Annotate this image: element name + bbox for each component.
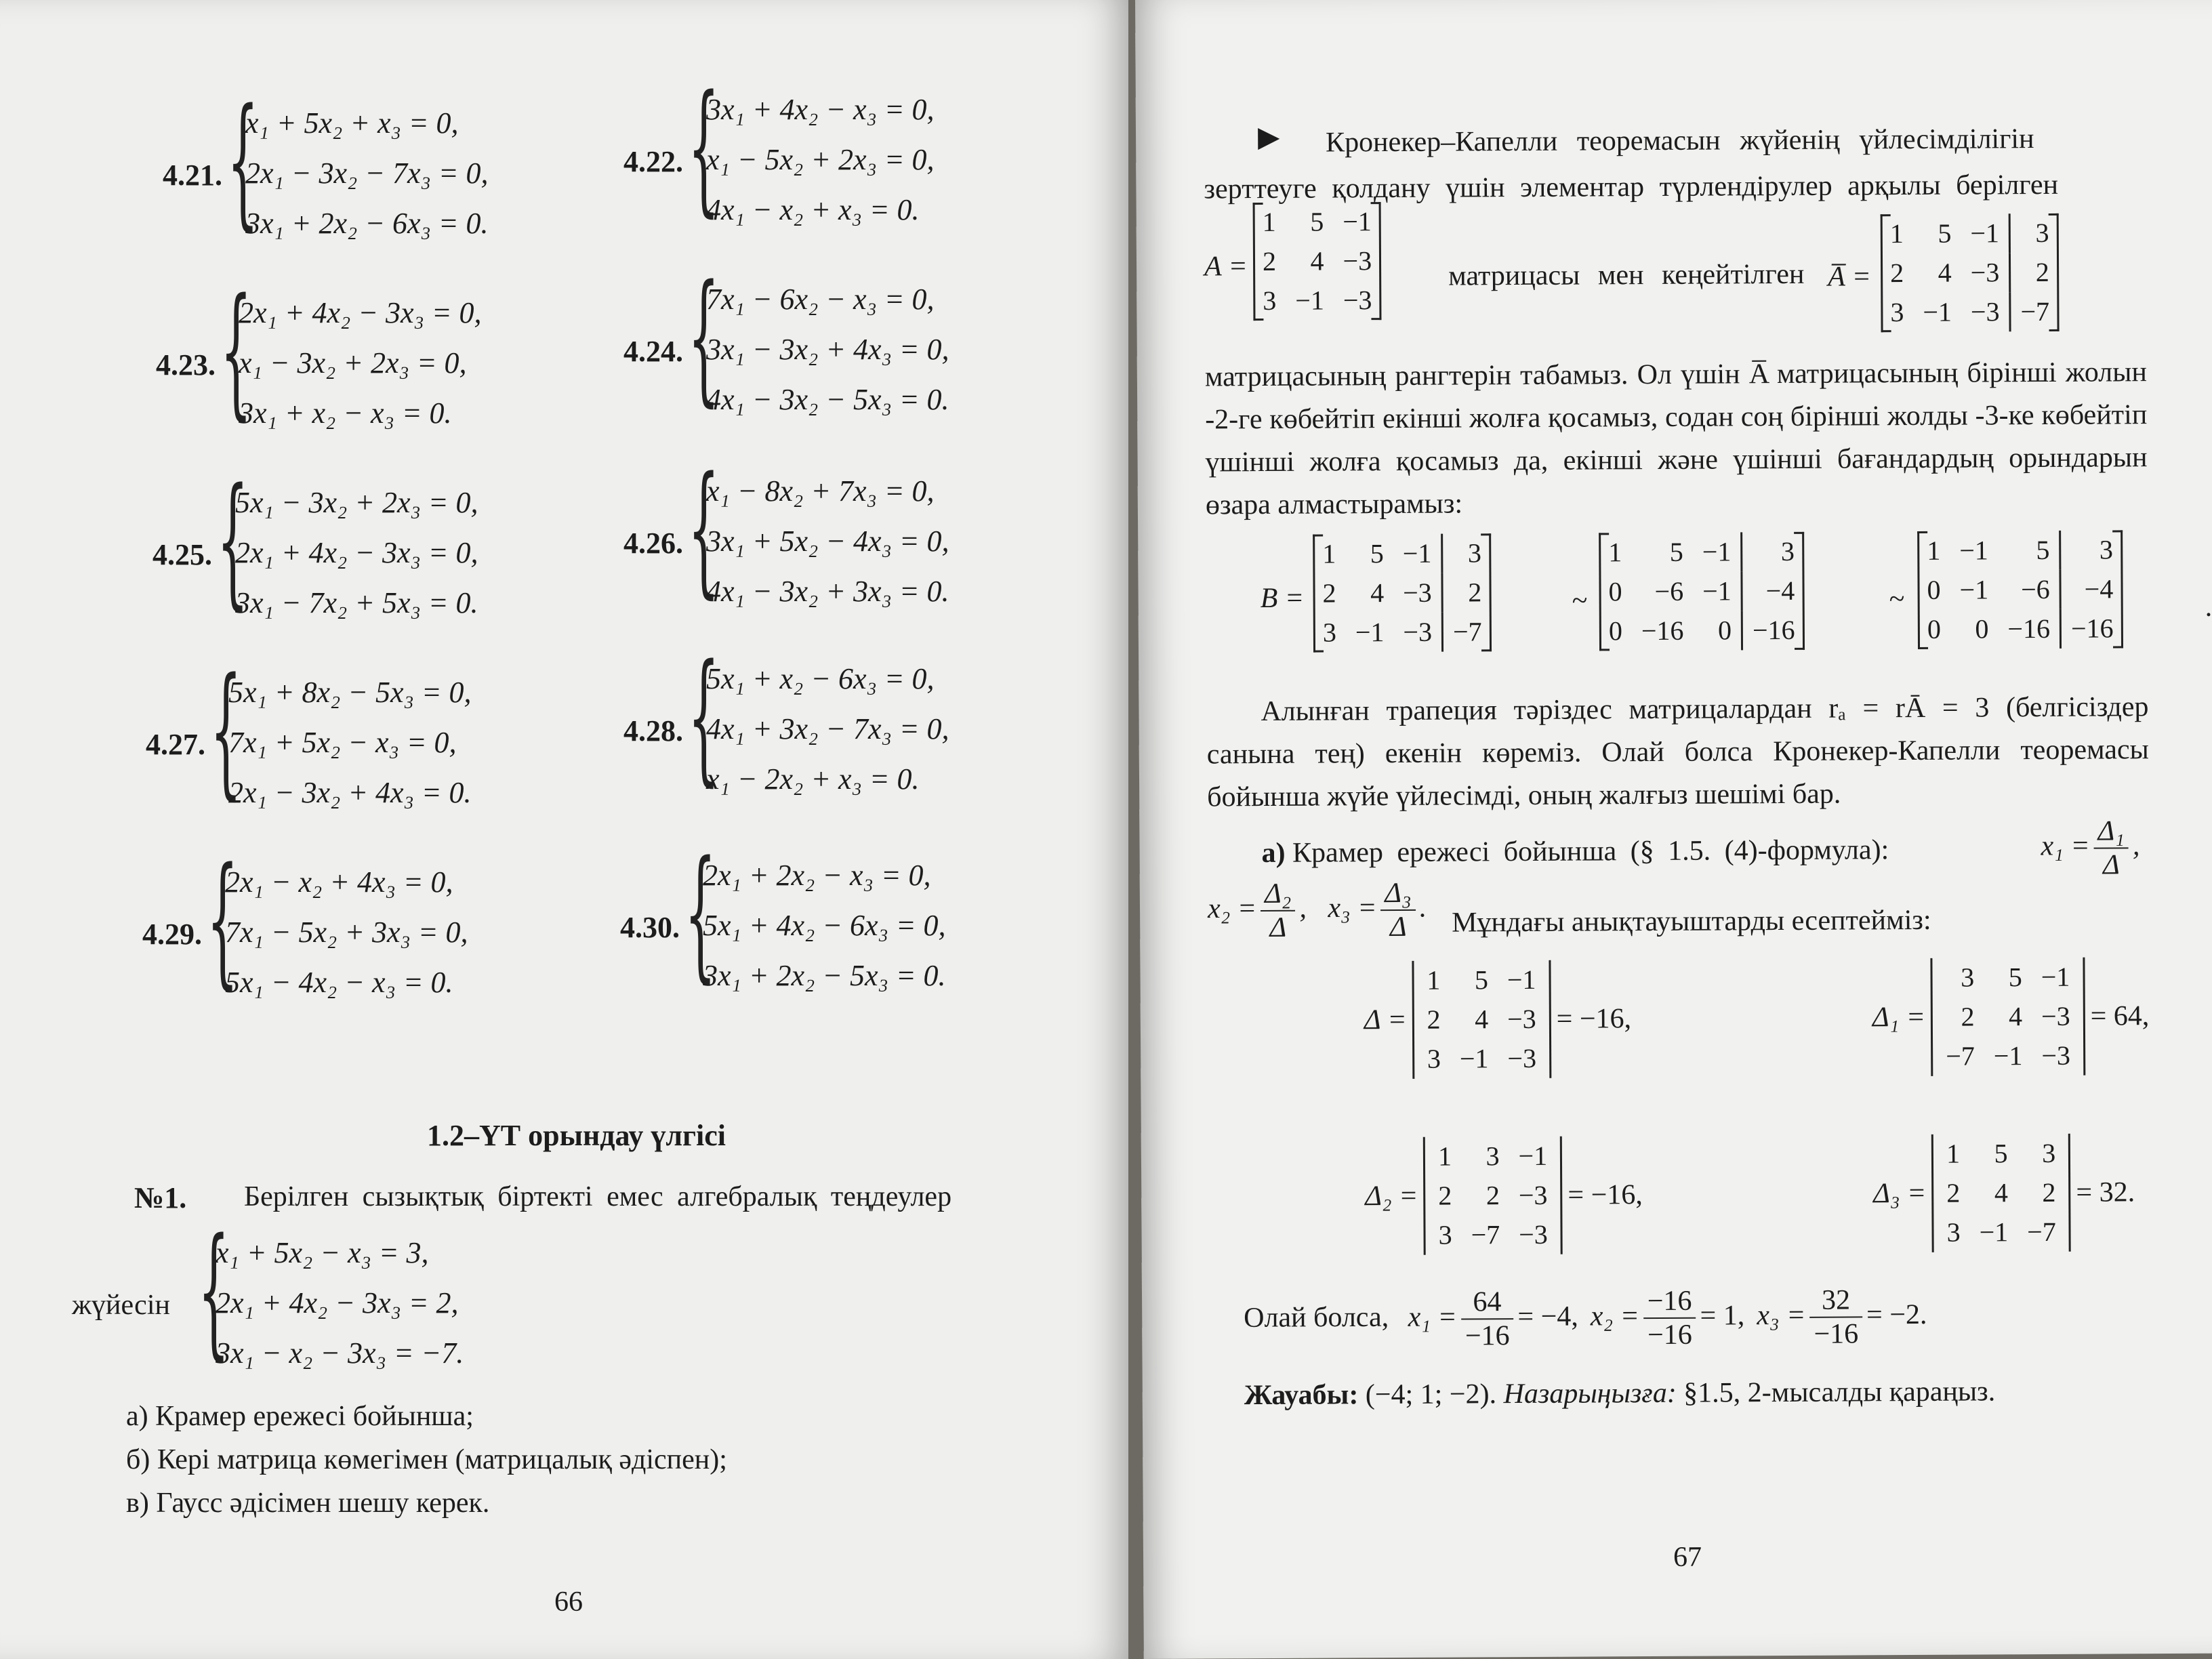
matrix-cell: −1 bbox=[1343, 206, 1372, 237]
matrix-cell: −3 bbox=[1343, 285, 1372, 316]
equation: 3x₁ − 3x₂ + 4x₃ = 0, bbox=[706, 333, 949, 366]
matrix-b-step1 bbox=[1313, 533, 1492, 663]
matrix-cell: 2 bbox=[1438, 1180, 1452, 1211]
problem-brace: { bbox=[198, 1208, 230, 1374]
matrix-cell: −16 bbox=[1742, 611, 1804, 650]
matrix-cell: 0 bbox=[1608, 615, 1623, 647]
exercise-label: 4.24. bbox=[623, 335, 683, 368]
matrix-cell: 3 bbox=[2042, 1137, 2056, 1169]
matrix-cell: 3 bbox=[2060, 530, 2123, 569]
exercise-system bbox=[706, 654, 949, 804]
equation: 3x₁ + x₂ − x₃ = 0. bbox=[239, 396, 452, 430]
equation: 7x₁ + 5x₂ − x₃ = 0, bbox=[228, 726, 457, 759]
matrix-cell: −1 bbox=[1702, 575, 1732, 607]
exercise-system bbox=[706, 466, 949, 617]
matrix-cell: −16 bbox=[2060, 609, 2123, 648]
determinant-label: Δ = bbox=[1364, 1004, 1407, 1036]
matrix-abar-label: A̅ = bbox=[1828, 261, 1872, 293]
matrix-cell: −3 bbox=[2041, 1000, 2070, 1032]
matrix-cell: 2 bbox=[2042, 1176, 2056, 1208]
matrix-cell: 0 bbox=[1927, 613, 1941, 644]
equation: x₁ − 3x₂ + 2x₃ = 0, bbox=[239, 346, 467, 380]
equation: 4x₁ + 3x₂ − 7x₃ = 0, bbox=[706, 712, 949, 745]
task-c: в) Гаусс әдісімен шешу керек. bbox=[126, 1488, 490, 1519]
matrix-cell: 5 bbox=[1994, 1138, 2008, 1169]
matrix-cell: −7 bbox=[1471, 1219, 1500, 1250]
equation: 3x₁ + 5x₂ − 4x₃ = 0, bbox=[706, 525, 949, 558]
equation: 4x₁ − x₂ + x₃ = 0. bbox=[706, 193, 920, 226]
matrix-cell: −1 bbox=[1702, 536, 1732, 567]
matrix-cell: 3 bbox=[1322, 617, 1337, 648]
equation: 3x₁ + 2x₂ − 5x₃ = 0. bbox=[703, 959, 946, 992]
matrix-cell: −3 bbox=[1970, 257, 2000, 288]
equation: 5x₁ + 4x₂ − 6x₃ = 0, bbox=[703, 909, 946, 942]
matrix-cell: 0 bbox=[1717, 615, 1732, 646]
matrix-cell: −3 bbox=[1403, 577, 1432, 608]
equation: 2x₁ − 3x₂ − 7x₃ = 0, bbox=[245, 157, 489, 190]
matrix-cell: −6 bbox=[1654, 575, 1684, 607]
matrix-cell: −1 bbox=[1518, 1140, 1548, 1172]
matrix-cell: −6 bbox=[2021, 573, 2050, 605]
matrix-cell: −1 bbox=[1295, 285, 1325, 316]
problem-system: x₁ + 5x₂ − x₃ = 3, 2x₁ + 4x₂ − 3x₃ = 2, 3x₁ − x₂ − 3x₃ = −7. bbox=[216, 1236, 464, 1370]
matrix-cell: −7 bbox=[1946, 1040, 1975, 1071]
matrix-cell: 3 bbox=[1263, 285, 1277, 316]
equation: 7x₁ − 5x₂ + 3x₃ = 0, bbox=[225, 916, 468, 949]
matrix-cell: 2 bbox=[2010, 253, 2059, 292]
equation: x₁ + 5x₂ + x₃ = 0, bbox=[245, 106, 459, 140]
result-x3: x₃ = $\frac{32}{-16}$ = −2. bbox=[1757, 1284, 1927, 1350]
matrix-cell: −1 bbox=[1959, 535, 1988, 566]
exercise-system bbox=[706, 274, 949, 425]
intro-marker: ▶ bbox=[1257, 121, 1280, 154]
equation: 2x₁ + 4x₂ − 3x₃ = 0, bbox=[235, 536, 478, 569]
answer-label: Жауабы: bbox=[1244, 1379, 1359, 1412]
matrix-cell: 4 bbox=[1310, 245, 1324, 276]
system-brace: { bbox=[688, 446, 720, 612]
equation: 2x₁ − x₂ + 4x₃ = 0, bbox=[225, 865, 453, 899]
determinant-result: = 64, bbox=[2090, 1000, 2150, 1032]
matrix-cell: −3 bbox=[1518, 1179, 1548, 1211]
system-brace: { bbox=[688, 64, 720, 230]
result-x1: x₁ = $\frac{64}{-16}$ = −4, bbox=[1408, 1286, 1578, 1352]
matrix-cell: 0 bbox=[1927, 574, 1941, 605]
matrix-cell: 5 bbox=[1310, 206, 1324, 237]
matrix-cell: 5 bbox=[1669, 536, 1683, 567]
determinant-result: = −16, bbox=[1556, 1003, 1632, 1035]
matrix-cell: −1 bbox=[1459, 1043, 1489, 1074]
equation: 3x₁ − 7x₂ + 5x₃ = 0. bbox=[235, 586, 478, 619]
paragraph-row-operations: матрицасының рангтерін табамыз. Ол үшін A̅ матрицасының бірінші жолын -2-ге көбейтіп екінші жолға қосамыз, содан соң бірінші жолды -3-ке көбейтіп үшінші жолға қосамыз да, екінші және үшінші бағандардың орындарын өзара алмастырамыз: bbox=[1204, 356, 2148, 521]
matrix-cell: −16 bbox=[2007, 613, 2051, 644]
equation: 2x₁ − 3x₂ + 4x₃ = 0. bbox=[228, 776, 472, 809]
matrix-cell: 2 bbox=[1946, 1177, 1961, 1208]
exercise-system bbox=[225, 857, 468, 1008]
matrix-cell: 5 bbox=[2008, 962, 2022, 993]
matrix-cell: 5 bbox=[1474, 964, 1488, 996]
matrix-cell: −7 bbox=[2027, 1216, 2056, 1248]
matrix-cell: −16 bbox=[1641, 615, 1684, 647]
page-number-left: 66 bbox=[554, 1586, 583, 1618]
note-label: Назарыңызға: bbox=[1503, 1377, 1677, 1410]
note-text: §1.5, 2-мысалды қараңыз. bbox=[1683, 1376, 1996, 1409]
matrix-cell: 3 bbox=[1442, 533, 1491, 573]
tilde-1: ~ bbox=[1572, 585, 1588, 617]
matrix-cell: −1 bbox=[1923, 296, 1952, 327]
determinant-label: Δ₂ = bbox=[1365, 1180, 1418, 1212]
exercise-system bbox=[706, 85, 935, 235]
equation: 3x₁ + 2x₂ − 6x₃ = 0. bbox=[245, 207, 489, 240]
equation: x₁ − 2x₂ + x₃ = 0. bbox=[706, 762, 920, 796]
exercise-label: 4.26. bbox=[623, 527, 683, 560]
matrix-cell: 5 bbox=[2036, 534, 2050, 566]
matrix-cell: −4 bbox=[2060, 569, 2123, 609]
matrix-cell: −3 bbox=[2041, 1040, 2071, 1071]
equation: 7x₁ − 6x₂ − x₃ = 0, bbox=[706, 283, 935, 316]
determinant bbox=[1364, 960, 1631, 1079]
system-brace: { bbox=[688, 254, 720, 420]
matrix-cell: 3 bbox=[1486, 1141, 1500, 1172]
matrix-cell: −3 bbox=[1970, 296, 2000, 327]
exercise-label: 4.25. bbox=[152, 538, 212, 571]
matrix-cell: −1 bbox=[1979, 1216, 2009, 1248]
matrix-cell: 2 bbox=[1322, 577, 1336, 609]
equation: 3x₁ + 4x₂ − x₃ = 0, bbox=[706, 93, 935, 126]
exercise-label: 4.28. bbox=[623, 714, 683, 747]
matrix-cell: −3 bbox=[1519, 1218, 1548, 1250]
matrix-cell: −1 bbox=[1507, 964, 1536, 996]
matrix-cell: 4 bbox=[1475, 1004, 1489, 1035]
matrix-period: . bbox=[2205, 591, 2212, 623]
equation: 2x₁ + 4x₂ − 3x₃ = 0, bbox=[239, 296, 482, 329]
task-a: а) Крамер ережесі бойынша; bbox=[126, 1401, 474, 1432]
determinant bbox=[1365, 1136, 1643, 1255]
system-brace: { bbox=[210, 647, 242, 813]
equation: 5x₁ + x₂ − 6x₃ = 0, bbox=[706, 662, 935, 695]
answer-line bbox=[1244, 1375, 1996, 1412]
matrix-cell: 1 bbox=[1608, 537, 1622, 568]
determinant-result: = 32. bbox=[2076, 1176, 2135, 1208]
determinant-label: Δ₁ = bbox=[1872, 1001, 1926, 1033]
matrix-cell: 2 bbox=[1486, 1180, 1500, 1211]
exercise-system bbox=[703, 851, 946, 1001]
system-brace: { bbox=[207, 837, 239, 1003]
exercise-system bbox=[235, 478, 478, 628]
matrix-cell: 5 bbox=[1938, 218, 1952, 249]
exercise-system bbox=[239, 288, 482, 438]
matrix-cell: 5 bbox=[1370, 538, 1384, 569]
matrix-abar bbox=[1881, 213, 2060, 343]
matrix-cell: 4 bbox=[1994, 1177, 2009, 1208]
exercise-label: 4.22. bbox=[623, 145, 683, 178]
matrix-cell: −3 bbox=[1343, 245, 1372, 276]
equation: x₁ − 5x₂ + 2x₃ = 0, bbox=[706, 143, 935, 176]
exercise-label: 4.30. bbox=[620, 911, 680, 944]
equation: 5x₁ + 8x₂ − 5x₃ = 0, bbox=[228, 676, 472, 709]
matrix-cell: 1 bbox=[1946, 1138, 1961, 1169]
section-title: 1.2–ҮТ орындау үлгісі bbox=[427, 1119, 726, 1152]
paragraph-rank: Алынған трапеция тәріздес матрицалардан rₐ = rĀ = 3 (белгісіздер санына тең) екенін көреміз. Олай болса Кронекер-Капелли теоремасы бойынша жүйе үйлесімді, оның жалғыз шешімі бар. bbox=[1206, 691, 2149, 813]
cramer-line bbox=[1261, 834, 1889, 869]
equation: x₁ − 8x₂ + 7x₃ = 0, bbox=[706, 474, 935, 508]
matrix-cell: −3 bbox=[1507, 1003, 1536, 1035]
matrix-cell: 2 bbox=[1890, 258, 1904, 289]
exercise-label: 4.23. bbox=[156, 348, 216, 382]
matrix-cell: −7 bbox=[2010, 292, 2059, 331]
cramer-text: Крамер ережесі бойынша (§ 1.5. (4)-формула): bbox=[1292, 834, 1889, 869]
intro-line-2: зерттеуге қолдану үшін элементар түрлендірулер арқылы берілген bbox=[1204, 169, 2059, 205]
right-page bbox=[1135, 0, 2212, 1659]
equation: 5x₁ − 3x₂ + 2x₃ = 0, bbox=[235, 486, 478, 519]
matrix-cell: 1 bbox=[1262, 206, 1276, 238]
matrix-b-step3 bbox=[1917, 530, 2123, 660]
system-brace: { bbox=[220, 268, 252, 434]
matrix-cell: 1 bbox=[1437, 1141, 1452, 1172]
exercise-system bbox=[245, 98, 489, 249]
determinant-result: = −16, bbox=[1568, 1179, 1643, 1211]
system-prefix: жүйесін bbox=[72, 1290, 170, 1321]
system-brace: { bbox=[227, 78, 259, 244]
system-brace: { bbox=[684, 830, 716, 996]
matrix-b-step2 bbox=[1599, 532, 1805, 662]
matrix-cell: 2 bbox=[1961, 1001, 1975, 1032]
equation: 2x₁ + 2x₂ − x₃ = 0, bbox=[703, 859, 931, 892]
matrix-cell: −4 bbox=[1742, 571, 1804, 611]
matrix-cell: 2 bbox=[1442, 573, 1491, 612]
answer-value: (−4; 1; −2). bbox=[1365, 1378, 1497, 1411]
tilde-2: ~ bbox=[1889, 583, 1905, 615]
matrix-cell: 2 bbox=[1427, 1004, 1441, 1035]
matrix-b-label: B = bbox=[1260, 582, 1305, 615]
exercise-label: 4.21. bbox=[163, 159, 222, 192]
matrix-cell: −1 bbox=[1402, 537, 1432, 569]
page-number-right: 67 bbox=[1673, 1541, 1702, 1573]
problem-number: №1. bbox=[134, 1181, 187, 1214]
system-brace: { bbox=[688, 634, 720, 800]
x2-x3-formulas: x₂ = $\frac{\text{Δ₂}}{\Delta}$ , x₃ = $\frac{\text{Δ₃}}{\Delta}$ . bbox=[1207, 877, 1427, 943]
matrix-cell: 1 bbox=[1322, 538, 1336, 569]
matrix-cell: 3 bbox=[1742, 532, 1804, 571]
equation: 5x₁ − 4x₂ − x₃ = 0. bbox=[225, 966, 453, 999]
determinant bbox=[1872, 957, 2149, 1076]
determinant bbox=[1873, 1133, 2135, 1252]
x1-formula: x₁ = $\frac{\text{Δ₁}}{\Delta}$ , bbox=[2041, 815, 2140, 881]
matrix-cell: −1 bbox=[1355, 617, 1385, 648]
matrix-cell: −1 bbox=[2041, 961, 2070, 993]
matrix-cell: 4 bbox=[2008, 1001, 2023, 1032]
problem-text: Берілген сызықтық біртекті емес алгебралық теңдеулер bbox=[244, 1181, 952, 1212]
task-b: б) Кері матрица көмегімен (матрицалық әдіспен); bbox=[126, 1444, 727, 1475]
equation: 4x₁ − 3x₂ − 5x₃ = 0. bbox=[706, 383, 949, 416]
matrix-cell: 3 bbox=[2009, 213, 2058, 253]
matrix-cell: −7 bbox=[1442, 612, 1491, 651]
matrix-cell: −1 bbox=[1959, 574, 1989, 605]
between-text: матрицасы мен кеңейтілген bbox=[1448, 258, 1805, 292]
matrix-cell: 4 bbox=[1938, 257, 1952, 288]
cramer-item-a: а) bbox=[1261, 837, 1286, 869]
matrix-cell: −3 bbox=[1507, 1042, 1537, 1074]
matrix-cell: 1 bbox=[1927, 535, 1941, 566]
matrix-cell: 0 bbox=[1608, 576, 1622, 607]
matrix-a bbox=[1253, 202, 1382, 331]
intro-line-1: Кронекер–Капелли теоремасын жүйенің үйлесімділігін bbox=[1325, 123, 2034, 159]
matrix-cell: −1 bbox=[1970, 218, 2000, 249]
exercise-label: 4.27. bbox=[146, 728, 205, 761]
system-brace: { bbox=[217, 457, 249, 623]
results-line: Олай болса, x₁ = $\frac{64}{-16}$ = −4, x₂ = $\frac{-16}{-16}$ = 1, x₃ = $\frac{32}{-16}$ = −2. bbox=[1244, 1284, 1927, 1352]
matrix-cell: 1 bbox=[1427, 964, 1441, 996]
matrix-cell: 1 bbox=[1889, 218, 1904, 249]
equation: 4x₁ − 3x₂ + 3x₃ = 0. bbox=[706, 575, 949, 608]
matrix-cell: 2 bbox=[1262, 245, 1277, 277]
matrix-a-label: A = bbox=[1204, 251, 1248, 283]
matrix-cell: 3 bbox=[1946, 1216, 1961, 1248]
exercise-label: 4.29. bbox=[142, 918, 202, 951]
determinant-intro: Мұндағы анықтауыштарды есептейміз: bbox=[1452, 904, 1931, 939]
matrix-cell: 4 bbox=[1370, 577, 1385, 609]
matrix-cell: −3 bbox=[1403, 616, 1433, 647]
matrix-cell: 0 bbox=[1975, 613, 1989, 644]
matrix-cell: −1 bbox=[1993, 1040, 2023, 1071]
matrix-cell: 3 bbox=[1961, 962, 1975, 993]
determinant-label: Δ₃ = bbox=[1873, 1177, 1927, 1210]
matrix-cell: 3 bbox=[1890, 297, 1904, 328]
matrix-cell: 3 bbox=[1438, 1219, 1452, 1250]
matrix-cell: 3 bbox=[1427, 1043, 1441, 1074]
task-list bbox=[126, 1395, 727, 1525]
result-x2: x₂ = $\frac{-16}{-16}$ = 1, bbox=[1590, 1285, 1745, 1351]
exercise-system bbox=[228, 668, 472, 818]
